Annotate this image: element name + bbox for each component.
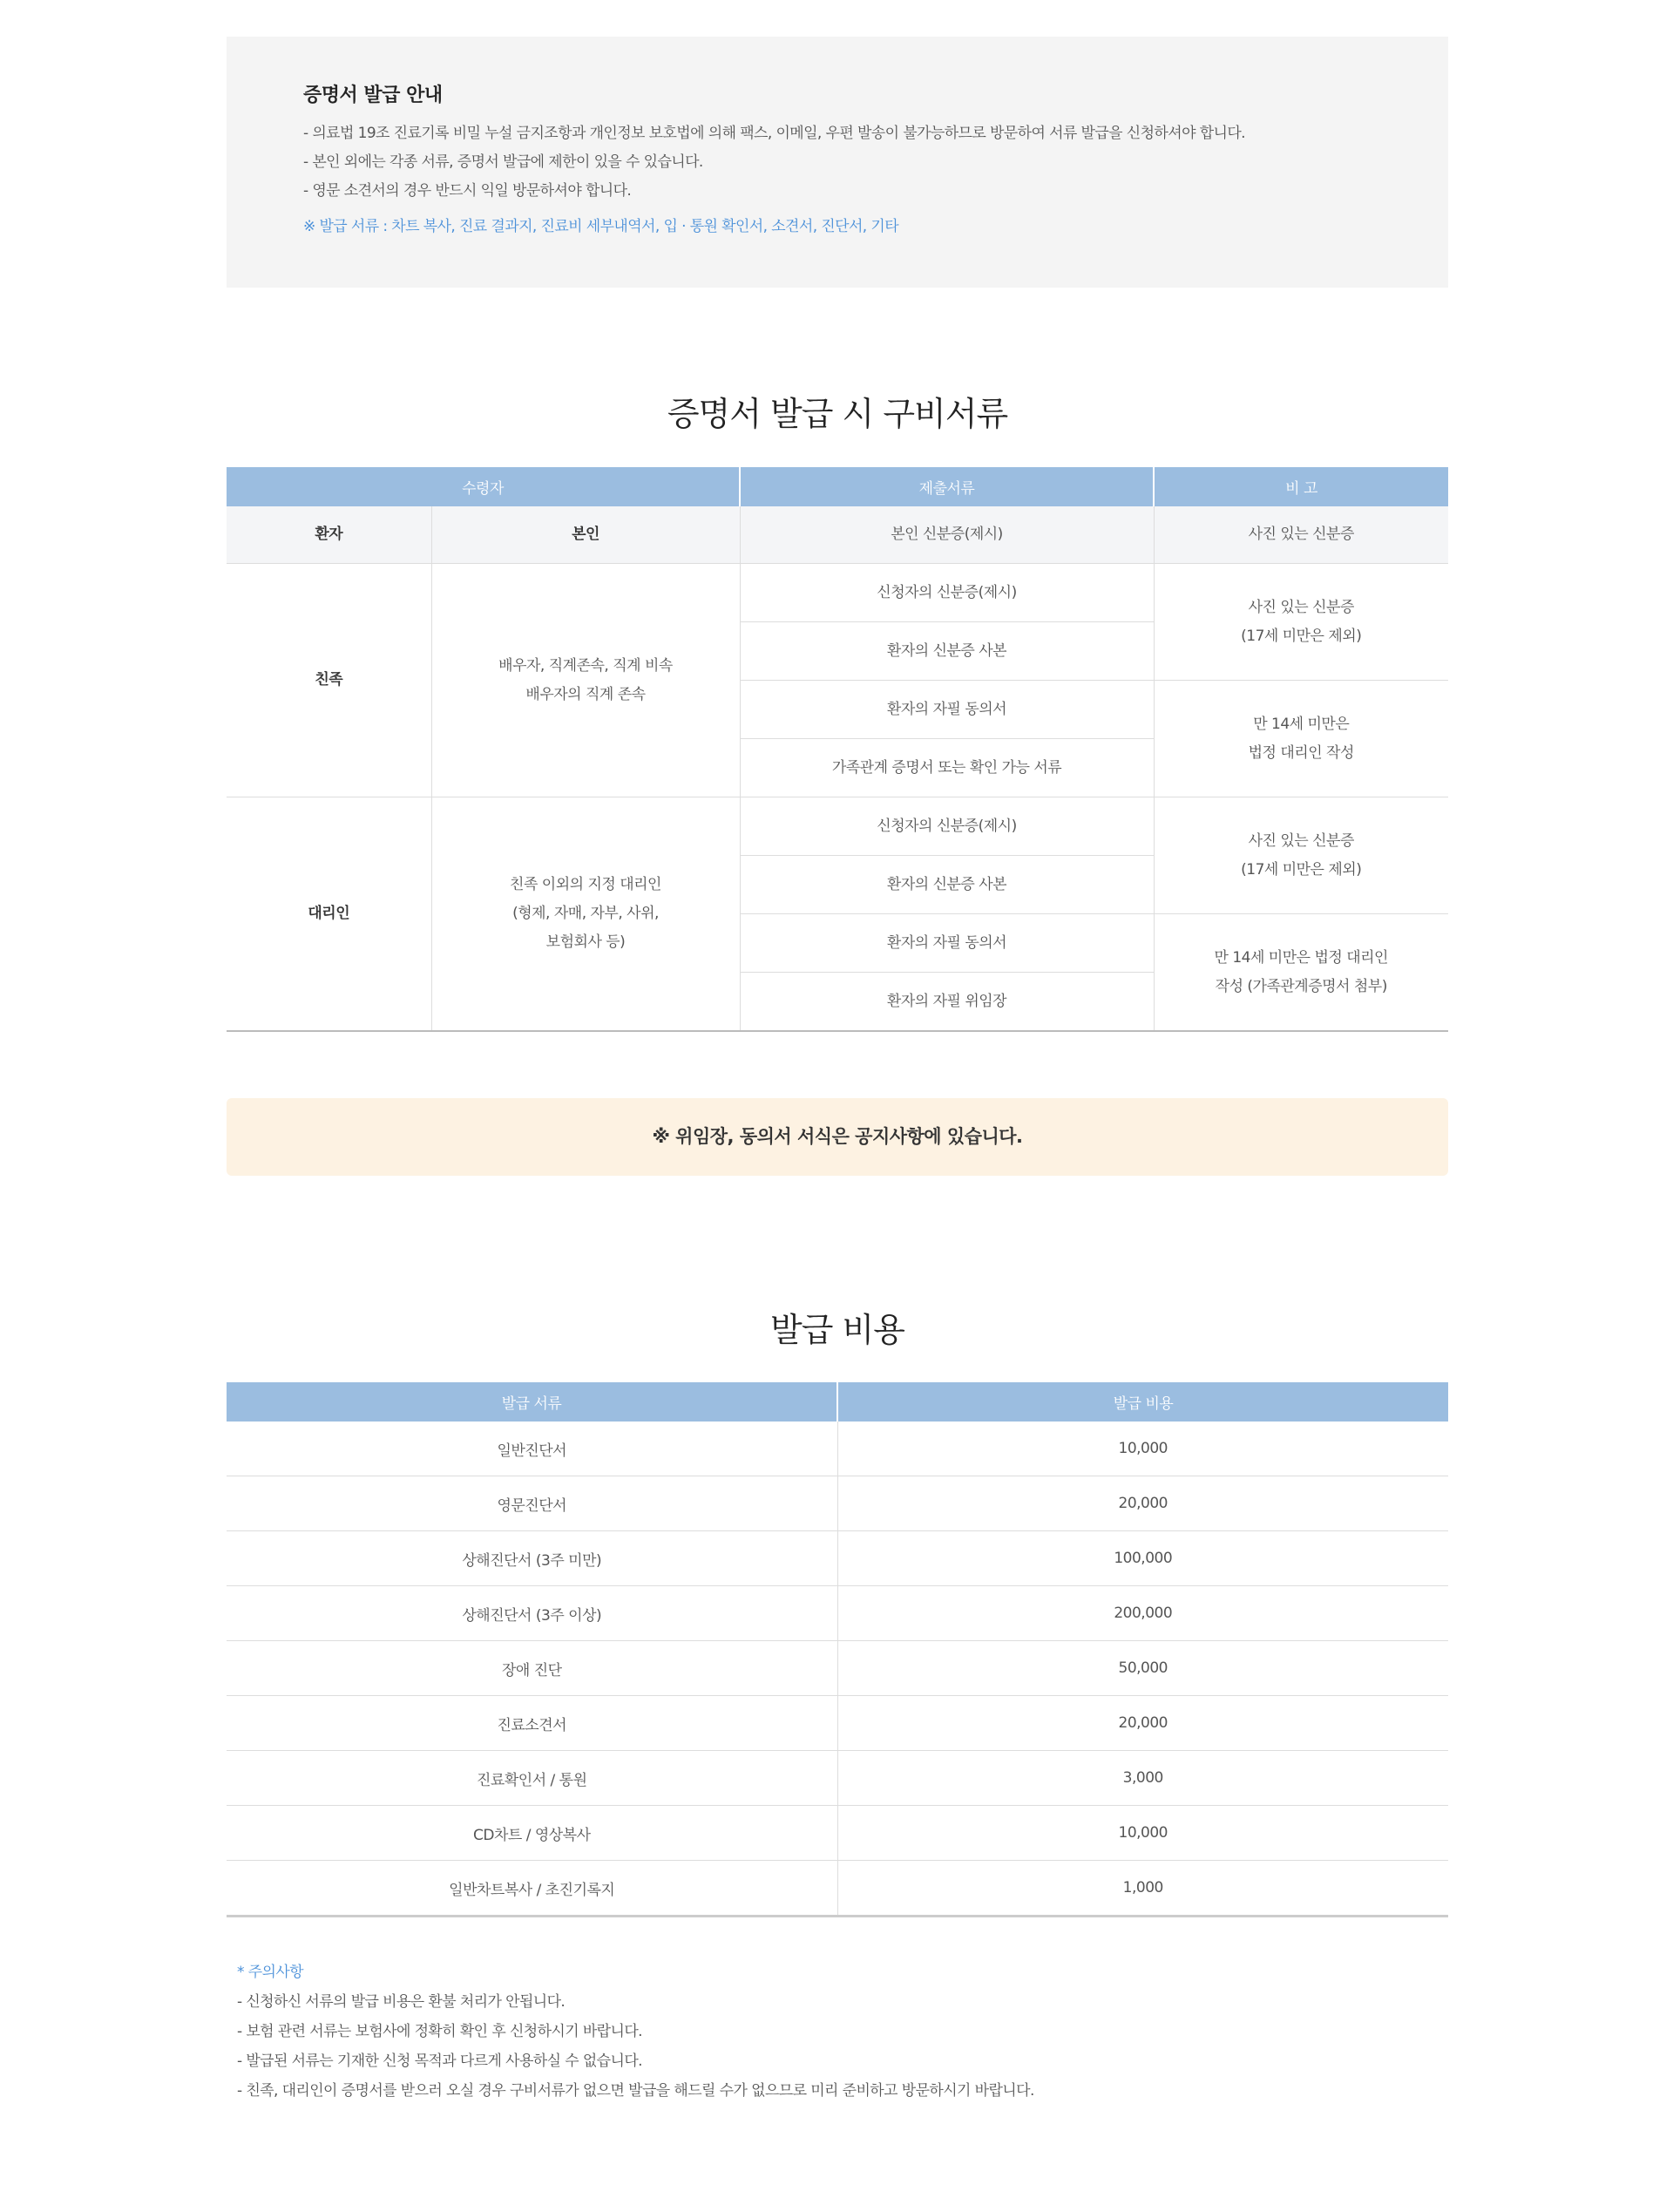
note-line: (17세 미만은 제외)	[1241, 627, 1362, 645]
fee-document: 상해진단서 (3주 미만)	[227, 1531, 837, 1586]
receiver-type: 환자	[227, 506, 431, 564]
table-row	[227, 1696, 1448, 1751]
caution-section	[237, 1958, 1034, 2106]
fee-cost: 100,000	[837, 1531, 1448, 1586]
fee-cost: 200,000	[837, 1586, 1448, 1641]
notice-doc-list: ※ 발급 서류 : 차트 복사, 진료 결과지, 진료비 세부내역서, 입 · 통원 확인서, 소견서, 진단서, 기타	[303, 218, 899, 235]
caution-line: - 발급된 서류는 기재한 신청 목적과 다르게 사용하실 수 없습니다.	[237, 2053, 642, 2070]
fee-document: CD차트 / 영상복사	[227, 1806, 837, 1861]
notice-title: 증명서 발급 안내	[303, 85, 443, 106]
document-cell: 환자의 자필 동의서	[740, 914, 1154, 973]
table-row-family	[227, 564, 1448, 622]
relation-line: 배우자, 직계존속, 직계 비속	[498, 656, 673, 675]
document-cell: 환자의 자필 위임장	[740, 973, 1154, 1032]
table-row	[227, 1641, 1448, 1696]
header-note: 비 고	[1154, 467, 1448, 506]
document-cell: 신청자의 신분증(제시)	[740, 564, 1154, 622]
table-header-row	[227, 1382, 1448, 1422]
fee-cost: 20,000	[837, 1476, 1448, 1531]
required-docs-title: 증명서 발급 시 구비서류	[667, 395, 1008, 433]
table-header-row	[227, 467, 1448, 506]
note-cell	[1154, 797, 1448, 914]
caution-line: - 신청하신 서류의 발급 비용은 환불 처리가 안됩니다.	[237, 1993, 566, 2011]
relation-line: (형제, 자매, 자부, 사위,	[512, 905, 659, 922]
table-row	[227, 1861, 1448, 1917]
caution-line: - 보험 관련 서류는 보험사에 정확히 확인 후 신청하시기 바랍니다.	[237, 2023, 642, 2040]
document-cell: 환자의 신분증 사본	[740, 622, 1154, 681]
table-row-self	[227, 506, 1448, 564]
receiver-type: 친족	[227, 564, 431, 797]
fee-cost: 10,000	[837, 1422, 1448, 1476]
fee-document: 영문진단서	[227, 1476, 837, 1531]
note-line: 작성 (가족관계증명서 첨부)	[1215, 977, 1387, 995]
note-line: 사진 있는 신분증	[1248, 831, 1354, 850]
note-line: 만 14세 미만은	[1253, 715, 1350, 733]
note-cell: 사진 있는 신분증	[1154, 506, 1448, 564]
fee-cost: 50,000	[837, 1641, 1448, 1696]
fee-document: 상해진단서 (3주 이상)	[227, 1586, 837, 1641]
notice-line: - 의료법 19조 진료기록 비밀 누설 금지조항과 개인정보 보호법에 의해 팩스, 이메일, 우편 발송이 불가능하므로 방문하여 서류 발급을 신청하셔야 합니다.	[303, 125, 1245, 142]
document-cell: 환자의 신분증 사본	[740, 856, 1154, 914]
table-row	[227, 1531, 1448, 1586]
header-document: 발급 서류	[227, 1382, 837, 1422]
header-documents: 제출서류	[740, 467, 1154, 506]
fees-table	[227, 1382, 1448, 1917]
caution-title: * 주의사항	[237, 1964, 303, 1981]
note-cell	[1154, 914, 1448, 1032]
fees-title: 발급 비용	[770, 1311, 904, 1349]
table-row	[227, 1586, 1448, 1641]
relation-line: 친족 이외의 지정 대리인	[510, 876, 661, 893]
document-cell: 환자의 자필 동의서	[740, 681, 1154, 739]
note-cell	[1154, 681, 1448, 797]
notice-box	[227, 37, 1448, 288]
fee-cost: 1,000	[837, 1861, 1448, 1917]
required-docs-table	[227, 467, 1448, 1032]
note-line: 만 14세 미만은 법정 대리인	[1214, 948, 1388, 967]
fee-document: 일반차트복사 / 초진기록지	[227, 1861, 837, 1917]
fee-cost: 20,000	[837, 1696, 1448, 1751]
form-notice-banner: ※ 위임장, 동의서 서식은 공지사항에 있습니다.	[227, 1098, 1448, 1176]
fee-document: 일반진단서	[227, 1422, 837, 1476]
header-cost: 발급 비용	[837, 1382, 1448, 1422]
relation-line: 보험회사 등)	[545, 933, 626, 951]
document-cell: 신청자의 신분증(제시)	[740, 797, 1154, 856]
fee-document: 진료소견서	[227, 1696, 837, 1751]
note-line: (17세 미만은 제외)	[1241, 860, 1362, 879]
document-cell: 가족관계 증명서 또는 확인 가능 서류	[740, 739, 1154, 797]
note-cell	[1154, 564, 1448, 681]
notice-line: - 본인 외에는 각종 서류, 증명서 발급에 제한이 있을 수 있습니다.	[303, 153, 703, 171]
table-row	[227, 1476, 1448, 1531]
table-row	[227, 1751, 1448, 1806]
notice-line: - 영문 소견서의 경우 반드시 익일 방문하셔야 합니다.	[303, 182, 632, 200]
fee-document: 진료확인서 / 통원	[227, 1751, 837, 1806]
receiver-type: 대리인	[227, 797, 431, 1032]
header-receiver: 수령자	[227, 467, 740, 506]
caution-line: - 친족, 대리인이 증명서를 받으러 오실 경우 구비서류가 없으면 발급을 해드릴 수가 없으므로 미리 준비하고 방문하시기 바랍니다.	[237, 2082, 1034, 2100]
document-cell: 본인 신분증(제시)	[740, 506, 1154, 564]
table-row	[227, 1422, 1448, 1476]
fee-cost: 10,000	[837, 1806, 1448, 1861]
note-line: 사진 있는 신분증	[1248, 598, 1354, 616]
receiver-relation: 본인	[431, 506, 740, 564]
fee-cost: 3,000	[837, 1751, 1448, 1806]
receiver-relation	[431, 564, 740, 797]
table-row	[227, 1806, 1448, 1861]
note-line: 법정 대리인 작성	[1248, 743, 1354, 762]
relation-line: 배우자의 직계 존속	[525, 685, 646, 703]
table-row-agent	[227, 797, 1448, 856]
fee-document: 장애 진단	[227, 1641, 837, 1696]
receiver-relation	[431, 797, 740, 1032]
